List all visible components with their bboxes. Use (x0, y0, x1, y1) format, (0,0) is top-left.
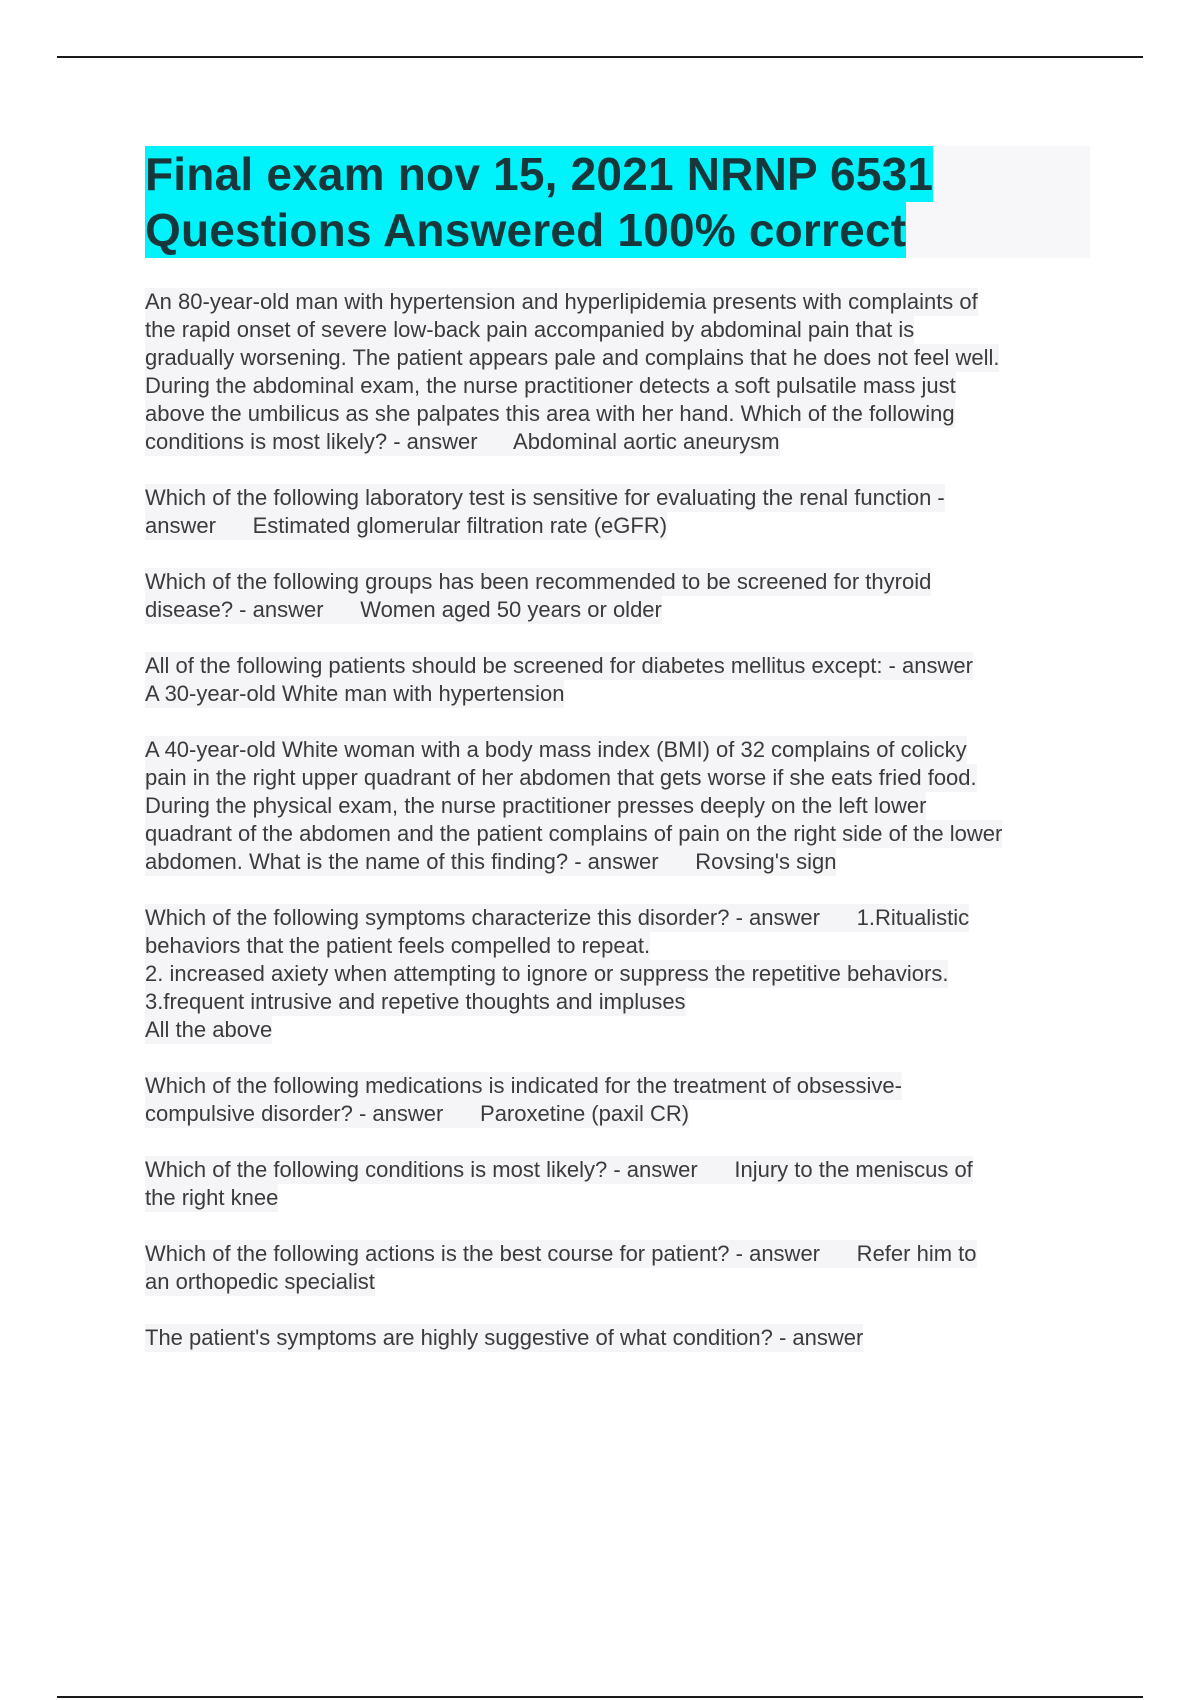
qa-text-line: 2. increased axiety when attempting to ignore or suppress the repetitive behaviors. (145, 961, 949, 986)
qa-text-line: pain in the right upper quadrant of her abdomen that gets worse if she eats fried food. (145, 765, 977, 790)
qa-text-line: All of the following patients should be screened for diabetes mellitus except: - answer (145, 653, 973, 678)
qa-item (145, 904, 1090, 1044)
qa-text-line: An 80-year-old man with hypertension and hyperlipidemia presents with complaints of (145, 289, 978, 314)
top-rule (57, 56, 1143, 58)
qa-text-line: 3.frequent intrusive and repetive thoughts and impluses (145, 989, 686, 1014)
bottom-rule (57, 1696, 1143, 1698)
qa-item (145, 1156, 1090, 1212)
question-answer-list (145, 288, 1090, 1352)
qa-text-line: Which of the following laboratory test is sensitive for evaluating the renal function - (145, 485, 945, 510)
qa-text-line: All the above (145, 1017, 273, 1042)
qa-text-line: Which of the following actions is the best course for patient? - answer Refer him to (145, 1241, 977, 1266)
document-title (145, 146, 1090, 258)
qa-text-line: Which of the following medications is indicated for the treatment of obsessive- (145, 1073, 902, 1098)
qa-text-line: above the umbilicus as she palpates this area with her hand. Which of the following (145, 401, 955, 426)
qa-text-line: the rapid onset of severe low-back pain accompanied by abdominal pain that is (145, 317, 915, 342)
qa-item (145, 652, 1090, 708)
qa-text-line: During the abdominal exam, the nurse practitioner detects a soft pulsatile mass just (145, 373, 956, 398)
qa-text-line: The patient's symptoms are highly suggestive of what condition? - answer (145, 1325, 864, 1350)
qa-text-line: A 30-year-old White man with hypertension (145, 681, 565, 706)
title-line-1: Final exam nov 15, 2021 NRNP 6531 (145, 148, 934, 200)
qa-text-line: behaviors that the patient feels compelled to repeat. (145, 933, 651, 958)
qa-text-line: Which of the following groups has been recommended to be screened for thyroid (145, 569, 932, 594)
qa-text-line: conditions is most likely? - answer Abdominal aortic aneurysm (145, 429, 780, 454)
qa-text-line: gradually worsening. The patient appears pale and complains that he does not feel well. (145, 345, 1000, 370)
qa-text-line: the right knee (145, 1185, 279, 1210)
document-body (145, 146, 1090, 1380)
qa-text-line: Which of the following conditions is most likely? - answer Injury to the meniscus of (145, 1157, 973, 1182)
qa-text-line: disease? - answer Women aged 50 years or older (145, 597, 662, 622)
qa-item (145, 568, 1090, 624)
qa-item (145, 484, 1090, 540)
qa-text-line: A 40-year-old White woman with a body mass index (BMI) of 32 complains of colicky (145, 737, 967, 762)
qa-text-line: compulsive disorder? - answer Paroxetine (paxil CR) (145, 1101, 690, 1126)
qa-item (145, 1072, 1090, 1128)
qa-text-line: Which of the following symptoms characterize this disorder? - answer 1.Ritualistic (145, 905, 970, 930)
qa-text-line: abdomen. What is the name of this finding? - answer Rovsing's sign (145, 849, 837, 874)
qa-item (145, 1324, 1090, 1352)
qa-text-line: During the physical exam, the nurse practitioner presses deeply on the left lower (145, 793, 927, 818)
qa-text-line: an orthopedic specialist (145, 1269, 375, 1294)
title-line-2: Questions Answered 100% correct (145, 204, 907, 256)
qa-item (145, 1240, 1090, 1296)
qa-text-line: quadrant of the abdomen and the patient complains of pain on the right side of the lower (145, 821, 1003, 846)
qa-item (145, 736, 1090, 876)
qa-item (145, 288, 1090, 456)
qa-text-line: answer Estimated glomerular filtration rate (eGFR) (145, 513, 668, 538)
